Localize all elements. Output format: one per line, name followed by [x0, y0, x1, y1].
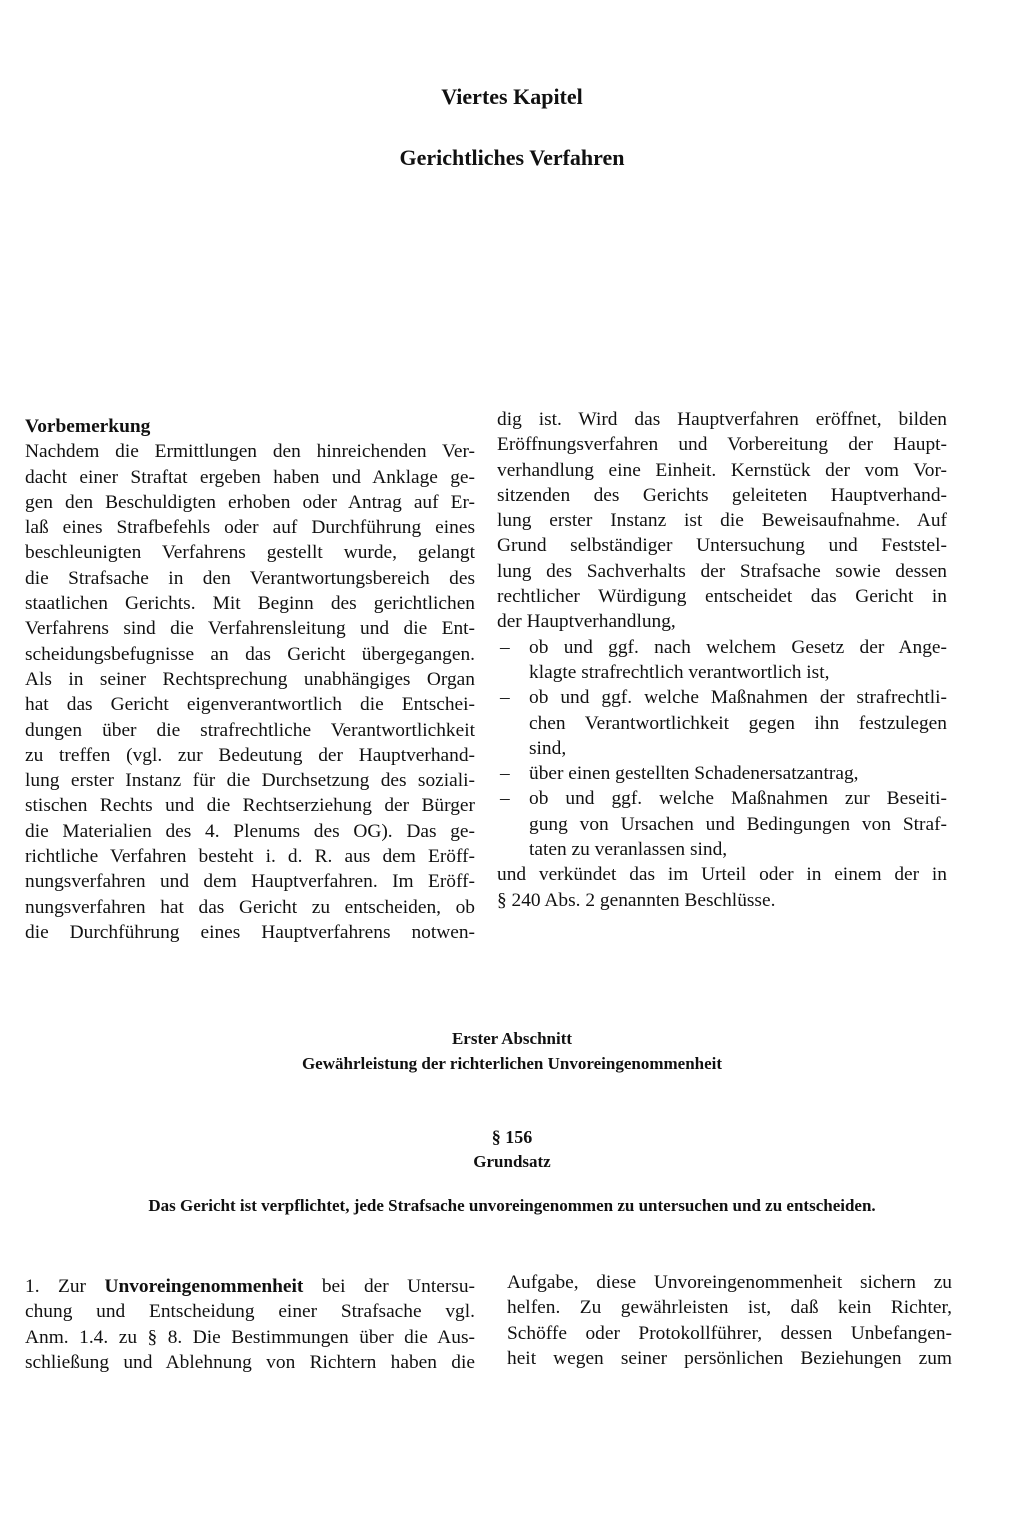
text-line: klagte strafrechtlich verantwortlich ist,	[529, 661, 830, 683]
dash-bullet: –	[500, 687, 510, 709]
text-line: nungsverfahren hat das Gericht zu entscheiden, ob	[25, 896, 475, 918]
list-item	[497, 761, 947, 786]
text-line: dungen über die strafrechtliche Verantwortlichkeit	[25, 719, 475, 741]
text-line	[25, 1274, 475, 1299]
text-line: Nachdem die Ermittlungen den hinreichenden Ver-	[25, 441, 475, 463]
text-line: die Durchführung eines Hauptverfahrens notwen-	[25, 921, 475, 943]
text-line: Eröffnungsverfahren und Vorbereitung der Haupt-	[497, 434, 947, 456]
paragraph-title: Grundsatz	[473, 1152, 551, 1171]
text-line: und verkündet das im Urteil oder in einem der in	[497, 864, 947, 886]
text-line: der Hauptverhandlung,	[497, 611, 676, 633]
paragraph-number: § 156	[491, 1127, 533, 1147]
list-item	[497, 635, 947, 686]
text-line: die Materialien des 4. Plenums des OG). Das ge-	[25, 820, 475, 842]
text-line: die Strafsache in den Verantwortungsbereich des	[25, 567, 475, 589]
text-line: laß eines Strafbefehls oder auf Durchführung eines	[25, 517, 475, 539]
text-line: verhandlung eine Einheit. Kernstück der vom Vor-	[497, 459, 947, 481]
text-line: zu treffen (vgl. zur Bedeutung der Hauptverhand-	[25, 744, 475, 766]
annotation-suffix: bei der Untersu-	[303, 1276, 475, 1297]
text-line: ob und ggf. welche Maßnahmen der strafrechtli-	[529, 687, 947, 709]
section-title: Gewährleistung der richterlichen Unvoreingenommenheit	[301, 1054, 723, 1073]
text-line: staatlichen Gerichts. Mit Beginn des gerichtlichen	[25, 593, 475, 615]
dash-bullet: –	[500, 763, 510, 785]
text-line: über einen gestellten Schadenersatzantrag,	[529, 763, 859, 785]
preface-left-column	[25, 414, 475, 945]
dash-bullet: –	[500, 788, 510, 810]
annotation-prefix: 1. Zur	[25, 1276, 105, 1297]
text-line: Verfahrens sind die Verfahrensleitung und die Ent-	[25, 618, 475, 640]
text-line: Anm. 1.4. zu § 8. Die Bestimmungen über die Aus-	[25, 1326, 475, 1348]
text-line: ob und ggf. nach welchem Gesetz der Ange-	[529, 636, 947, 658]
text-line: rechtlicher Würdigung entscheidet das Gericht in	[497, 586, 947, 608]
text-line: scheidungsbefugnisse an das Gericht übergegangen.	[25, 643, 475, 665]
list-item	[497, 786, 947, 862]
text-line: § 240 Abs. 2 genannten Beschlüsse.	[497, 889, 776, 911]
text-line: chen Verantwortlichkeit gegen ihn festzulegen	[529, 712, 947, 734]
text-line: sind,	[529, 737, 567, 759]
text-line: beschleunigten Verfahrens gestellt wurde, gelangt	[25, 542, 475, 564]
text-line: Schöffe oder Protokollführer, dessen Unbefangen-	[507, 1322, 952, 1344]
preface-heading: Vorbemerkung	[25, 416, 151, 437]
chapter-number: Viertes Kapitel	[441, 84, 583, 109]
text-line: richtliche Verfahren besteht i. d. R. aus dem Eröff-	[25, 846, 475, 868]
text-line: lung erster Instanz ist die Beweisaufnahme. Auf	[497, 510, 947, 532]
text-line: Aufgabe, diese Unvoreingenommenheit sichern zu	[507, 1272, 952, 1293]
text-line: nungsverfahren und dem Hauptverfahren. Im Eröff-	[25, 871, 475, 893]
text-line: sitzenden des Gerichts geleiteten Hauptverhand-	[497, 484, 947, 506]
text-line: gung von Ursachen und Bedingungen von Straf-	[529, 813, 947, 835]
text-line: chung und Entscheidung einer Strafsache vgl.	[25, 1301, 475, 1323]
section-number: Erster Abschnitt	[451, 1029, 573, 1048]
text-line: heit wegen seiner persönlichen Beziehungen zum	[507, 1347, 952, 1369]
chapter-title: Gerichtliches Verfahren	[399, 145, 625, 170]
commentary-left-column	[25, 1274, 475, 1375]
text-line: lung des Sachverhalts der Strafsache sowie dessen	[497, 560, 947, 582]
commentary-right-column	[507, 1270, 952, 1371]
text-line: schließung und Ablehnung von Richtern haben die	[25, 1351, 475, 1373]
text-line: taten zu veranlassen sind,	[529, 839, 728, 861]
statute-text: Das Gericht ist verpflichtet, jede Strafsache unvoreingenommen zu untersuchen und zu entscheiden.	[148, 1196, 876, 1215]
text-line: stischen Rechts und die Rechtserziehung der Bürger	[25, 795, 475, 817]
text-line: Grund selbständiger Untersuchung und Feststel-	[497, 535, 947, 557]
text-line: dig ist. Wird das Hauptverfahren eröffnet, bilden	[497, 409, 947, 430]
text-line: gen den Beschuldigten erhoben oder Antrag auf Er-	[25, 491, 475, 513]
text-line: lung erster Instanz für die Durchsetzung des soziali-	[25, 770, 475, 792]
text-line: ob und ggf. welche Maßnahmen zur Beseiti-	[529, 788, 947, 810]
text-line: Als in seiner Rechtsprechung unabhängiges Organ	[25, 668, 475, 690]
list-item	[497, 685, 947, 761]
text-line: hat das Gericht eigenverantwortlich die Entschei-	[25, 694, 475, 716]
text-line: helfen. Zu gewährleisten ist, daß kein Richter,	[507, 1297, 952, 1319]
preface-right-column	[497, 407, 947, 913]
annotation-keyword: Unvoreingenommenheit	[104, 1276, 304, 1297]
text-line: dacht einer Straftat ergeben haben und Anklage ge-	[25, 466, 475, 488]
dash-bullet: –	[500, 636, 510, 658]
